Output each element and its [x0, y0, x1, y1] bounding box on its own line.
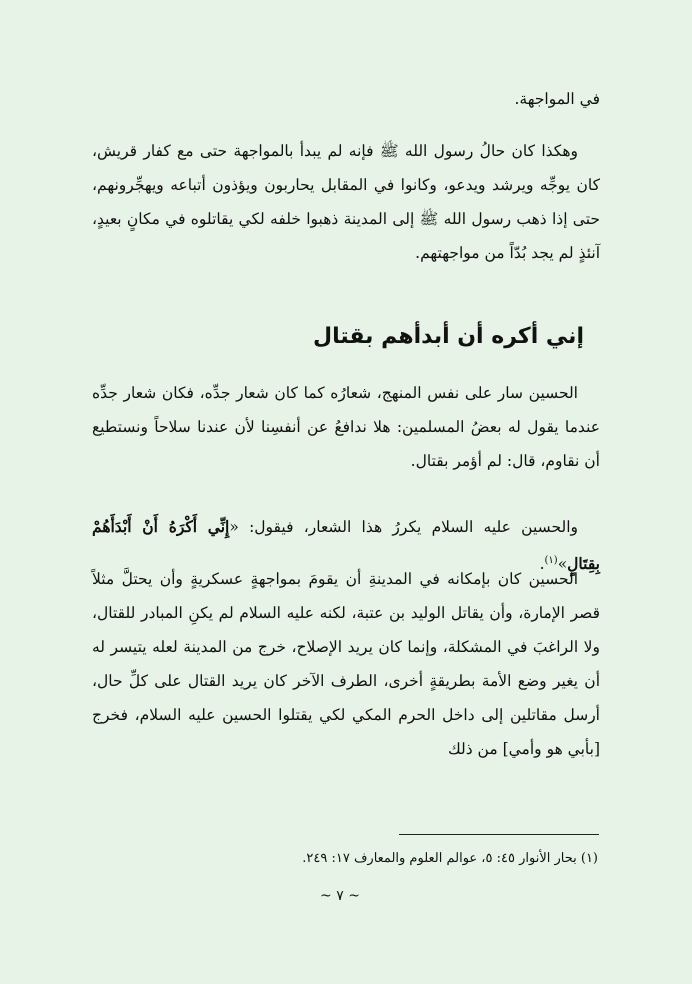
- paragraph-hussain-medina: الحسين كان بإمكانه في المدينةِ أن يقومَ بمواجهةٍ عسكريةٍ وأن يحتلَّ مثلاً قصر الإمارة، وأن يقاتل الوليد بن عتبة، لكنه عليه السلام لم يكنِ المبادر للقتال، ولا الراغبَ في المشكلة، وإنما كان يريد الإصلاح، خرج من المدينة لعله يتيسر له أن يغير وضع الأمة بطريقةٍ أخرى، الطرف الآخر كان يريد القتال على كلِّ حال، أرسل مقاتلين إلى داخل الحرم المكي لكي يقتلوا الحسين عليه السلام، فخرج [بأبي هو وأمي] من ذلك: [92, 570, 600, 758]
- slogan-close: »: [557, 555, 568, 574]
- page-number: ~ ٧ ~: [320, 888, 360, 904]
- slogan-end: .: [539, 555, 545, 574]
- footnote: (١) بحار الأنوار ٤٥: ٥، عوالم العلوم والمعارف ١٧: ٢٤٩.: [302, 851, 598, 866]
- paragraph-prophet: وهكذا كان حالُ رسول الله ﷺ فإنه لم يبدأ بالمواجهة حتى مع كفار قريش، كان يوجِّه ويرشد ويدعو، وكانوا في المقابل يحاربون ويؤذون أتباعه ويهجِّرونهم، حتى إذا ذهب رسول الله ﷺ إلى المدينة ذهبوا خلفه لكي يقاتلوه في مكانٍ بعيدٍ، آنئذٍ لم يجد بُدّاً من مواجهتهم.: [92, 142, 600, 262]
- paragraph-hussain-path: الحسين سار على نفس المنهج، شعارُه كما كان شعار جدِّه، فكان شعار جدِّه عندما يقول له بعضُ المسلمين: هلا ندافعُ عن أنفسِنا لأن عندنا سلاحاً ونستطيع أن نقاوم، قال: لم أؤمر بقتال.: [92, 384, 600, 470]
- footnote-divider: [399, 834, 599, 835]
- slogan-quote: إِنِّي أَكْرَهُ أَنْ أَبْدَأَهُمْ بِقِتَالٍ: [92, 517, 600, 574]
- section-heading: إني أكره أن أبدأهم بقتال: [312, 324, 584, 349]
- paragraph-continuation: في المواجهة.: [514, 90, 600, 108]
- slogan-intro: والحسين عليه السلام يكررُ هذا الشعار، فيقول: «: [229, 518, 578, 536]
- footnote-ref[interactable]: (١): [544, 555, 558, 566]
